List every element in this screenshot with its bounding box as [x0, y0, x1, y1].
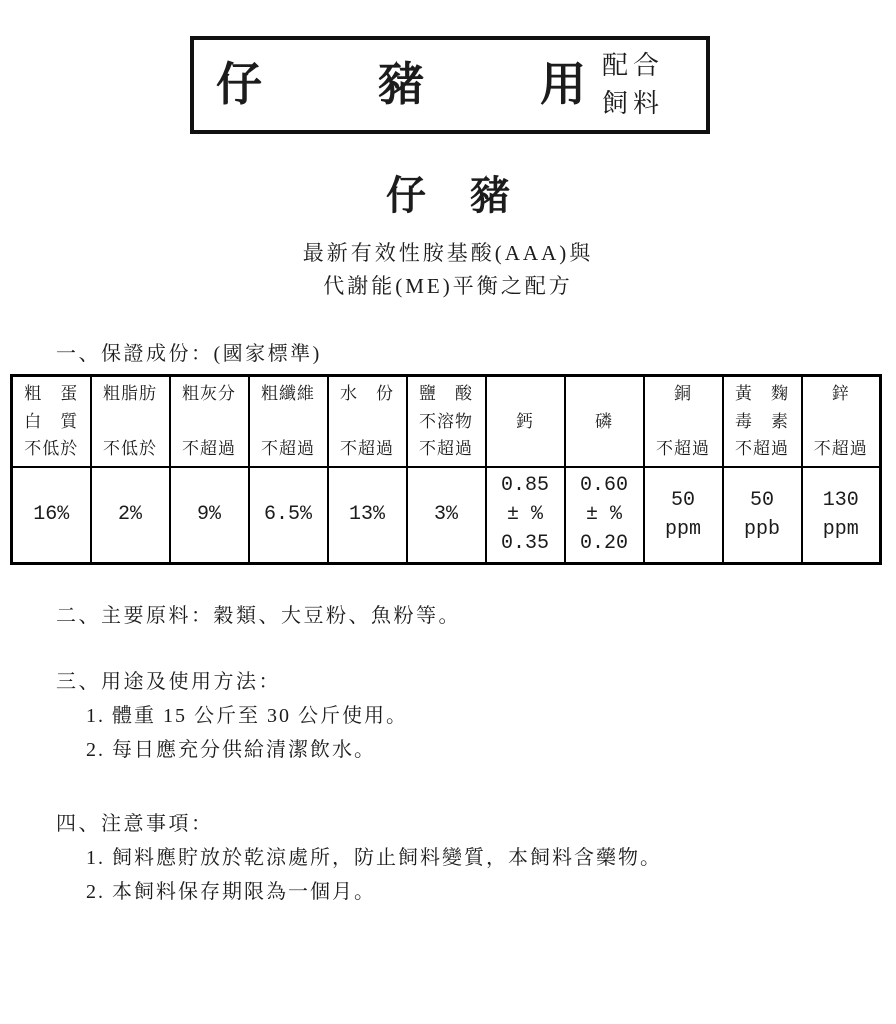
section-ingredients: 二、主要原料：穀類、大豆粉、魚粉等。: [56, 605, 461, 627]
col-header-crude-ash: 粗灰分 不超過: [170, 376, 249, 468]
title-char-2: 豬: [378, 59, 424, 110]
page-subtitle: [0, 237, 896, 303]
notes-item-2: 2. 本飼料保存期限為一個月。: [86, 881, 376, 903]
value-crude-fiber: 6.5%: [249, 467, 328, 564]
col-header-copper: 銅 不超過: [644, 376, 723, 468]
value-calcium: 0.85 ± % 0.35: [486, 467, 565, 564]
section-guarantee-label: 一、保證成份：(國家標準): [56, 343, 322, 365]
value-acid-insoluble: 3%: [407, 467, 486, 564]
col-header-phosphorus: 磷: [565, 376, 644, 468]
col-header-aflatoxin: 黃 麴 毒 素 不超過: [723, 376, 802, 468]
value-phosphorus: 0.60 ± % 0.20: [565, 467, 644, 564]
value-moisture: 13%: [328, 467, 407, 564]
corner-line-2: 飼料: [602, 89, 665, 118]
title-box: [190, 36, 710, 134]
page-title: [0, 173, 896, 218]
section-usage-heading: 三、用途及使用方法：: [56, 671, 281, 693]
title-box-main: [194, 59, 602, 110]
col-header-crude-fiber: 粗纖維 不超過: [249, 376, 328, 468]
page-title-char-2: 豬: [470, 173, 510, 218]
value-crude-fat: 2%: [91, 467, 170, 564]
col-header-zinc: 鋅 不超過: [802, 376, 881, 468]
col-header-crude-fat: 粗脂肪 不低於: [91, 376, 170, 468]
value-crude-ash: 9%: [170, 467, 249, 564]
value-crude-protein: 16%: [12, 467, 91, 564]
section-notes-heading: 四、注意事項：: [56, 813, 214, 835]
page-title-char-1: 仔: [386, 173, 426, 218]
usage-item-2: 2. 每日應充分供給清潔飲水。: [86, 739, 376, 761]
guarantee-table-value-row: [12, 467, 881, 564]
notes-item-1: 1. 飼料應貯放於乾涼處所，防止飼料變質，本飼料含藥物。: [86, 847, 662, 869]
corner-line-1: 配合: [602, 51, 665, 81]
title-char-1: 仔: [216, 59, 262, 110]
subtitle-line-2: 代謝能(ME)平衡之配方: [323, 274, 573, 298]
value-copper: 50 ppm: [644, 467, 723, 564]
guarantee-table: [10, 374, 882, 565]
subtitle-line-1: 最新有效性胺基酸(AAA)與: [302, 241, 594, 265]
col-header-calcium: 鈣: [486, 376, 565, 468]
value-aflatoxin: 50 ppb: [723, 467, 802, 564]
col-header-crude-protein: 粗 蛋 白 質 不低於: [12, 376, 91, 468]
title-char-3: 用: [540, 59, 586, 110]
guarantee-table-header-row: [12, 376, 881, 468]
title-box-corner: [602, 47, 706, 122]
value-zinc: 130 ppm: [802, 467, 881, 564]
col-header-acid-insoluble: 鹽 酸 不溶物 不超過: [407, 376, 486, 468]
col-header-moisture: 水 份 不超過: [328, 376, 407, 468]
usage-item-1: 1. 體重 15 公斤至 30 公斤使用。: [86, 705, 408, 727]
